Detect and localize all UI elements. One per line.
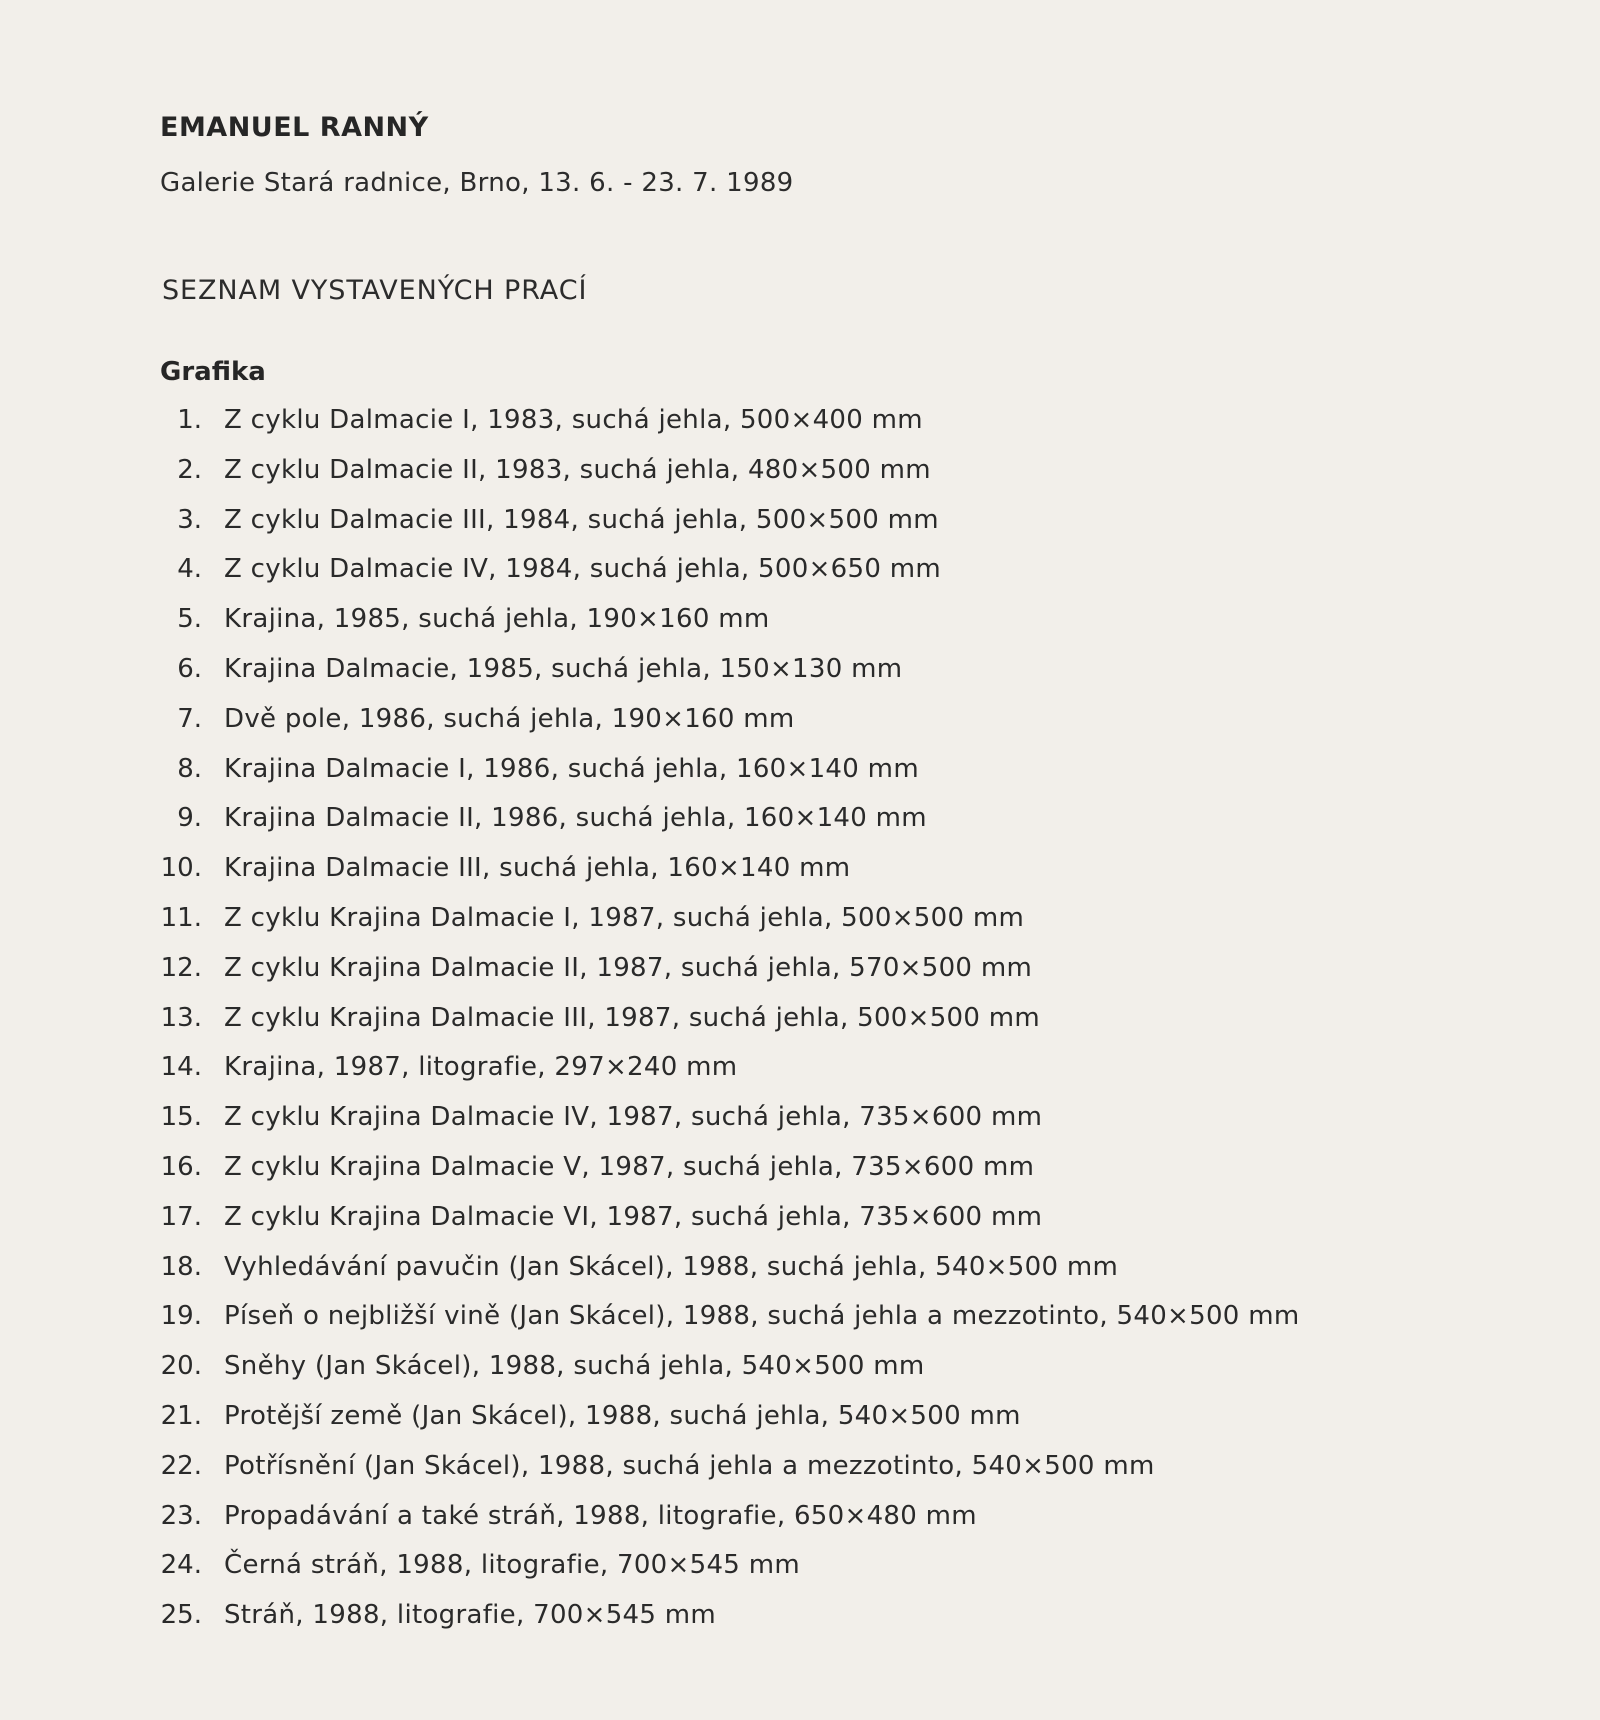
work-number: 7. <box>177 703 202 734</box>
list-title: SEZNAM VYSTAVENÝCH PRACÍ <box>162 275 588 306</box>
work-number: 1. <box>177 405 202 435</box>
work-number: 22. <box>160 1450 202 1481</box>
work-number: 25. <box>160 1600 202 1631</box>
work-text: Krajina Dalmacie III, suchá jehla, 160×140 mm <box>224 853 851 884</box>
work-number: 24. <box>160 1550 202 1581</box>
work-text: Krajina Dalmacie, 1985, suchá jehla, 150×130 mm <box>224 653 903 684</box>
work-number: 12. <box>160 952 202 983</box>
work-number: 23. <box>160 1500 202 1531</box>
work-number: 11. <box>160 902 202 933</box>
work-number: 21. <box>160 1400 202 1431</box>
work-text: Krajina, 1985, suchá jehla, 190×160 mm <box>224 604 770 635</box>
work-text: Z cyklu Dalmacie IV, 1984, suchá jehla, 500×650 mm <box>224 554 942 585</box>
work-number: 8. <box>177 753 202 784</box>
work-text: Protější země (Jan Skácel), 1988, suchá jehla, 540×500 mm <box>224 1400 1021 1431</box>
work-text: Z cyklu Dalmacie II, 1983, suchá jehla, 480×500 mm <box>224 454 931 485</box>
section-title: Grafika <box>160 357 266 387</box>
work-text: Z cyklu Krajina Dalmacie II, 1987, suchá jehla, 570×500 mm <box>224 952 1033 983</box>
work-number: 3. <box>177 504 202 535</box>
work-text: Píseň o nejbližší vině (Jan Skácel), 1988, suchá jehla a mezzotinto, 540×500 mm <box>224 1301 1300 1332</box>
work-text: Z cyklu Dalmacie III, 1984, suchá jehla, 500×500 mm <box>224 504 939 535</box>
work-number: 9. <box>177 803 202 834</box>
work-text: Z cyklu Krajina Dalmacie I, 1987, suchá jehla, 500×500 mm <box>224 902 1025 933</box>
work-text: Propadávání a také stráň, 1988, litografie, 650×480 mm <box>224 1500 977 1531</box>
work-text: Z cyklu Dalmacie I, 1983, suchá jehla, 500×400 mm <box>224 405 923 435</box>
work-text: Stráň, 1988, litografie, 700×545 mm <box>224 1600 717 1631</box>
work-text: Z cyklu Krajina Dalmacie III, 1987, suchá jehla, 500×500 mm <box>224 1002 1041 1033</box>
work-text: Krajina Dalmacie II, 1986, suchá jehla, 160×140 mm <box>224 803 927 834</box>
work-text: Sněhy (Jan Skácel), 1988, suchá jehla, 540×500 mm <box>224 1351 925 1382</box>
work-number: 2. <box>177 454 202 485</box>
work-number: 14. <box>160 1052 202 1083</box>
work-number: 17. <box>160 1201 202 1232</box>
work-number: 5. <box>177 604 202 635</box>
work-number: 10. <box>160 853 202 884</box>
work-text: Z cyklu Krajina Dalmacie V, 1987, suchá jehla, 735×600 mm <box>224 1151 1035 1182</box>
work-text: Černá stráň, 1988, litografie, 700×545 mm <box>224 1550 800 1581</box>
work-text: Vyhledávání pavučin (Jan Skácel), 1988, suchá jehla, 540×500 mm <box>224 1251 1119 1282</box>
work-number: 16. <box>160 1151 202 1182</box>
work-text: Dvě pole, 1986, suchá jehla, 190×160 mm <box>224 703 795 734</box>
exhibition-info: Galerie Stará radnice, Brno, 13. 6. - 23. 7. 1989 <box>160 168 794 198</box>
work-number: 15. <box>160 1102 202 1133</box>
work-number: 6. <box>177 653 202 684</box>
work-text: Z cyklu Krajina Dalmacie IV, 1987, suchá jehla, 735×600 mm <box>224 1102 1043 1133</box>
work-number: 19. <box>160 1301 202 1332</box>
work-number: 13. <box>160 1002 202 1033</box>
work-text: Z cyklu Krajina Dalmacie VI, 1987, suchá jehla, 735×600 mm <box>224 1201 1043 1232</box>
work-text: Krajina, 1987, litografie, 297×240 mm <box>224 1052 738 1083</box>
author-name: EMANUEL RANNÝ <box>160 112 429 143</box>
work-text: Potřísnění (Jan Skácel), 1988, suchá jehla a mezzotinto, 540×500 mm <box>224 1450 1155 1481</box>
work-number: 4. <box>177 554 202 585</box>
work-number: 18. <box>160 1251 202 1282</box>
work-number: 20. <box>160 1351 202 1382</box>
work-text: Krajina Dalmacie I, 1986, suchá jehla, 160×140 mm <box>224 753 919 784</box>
